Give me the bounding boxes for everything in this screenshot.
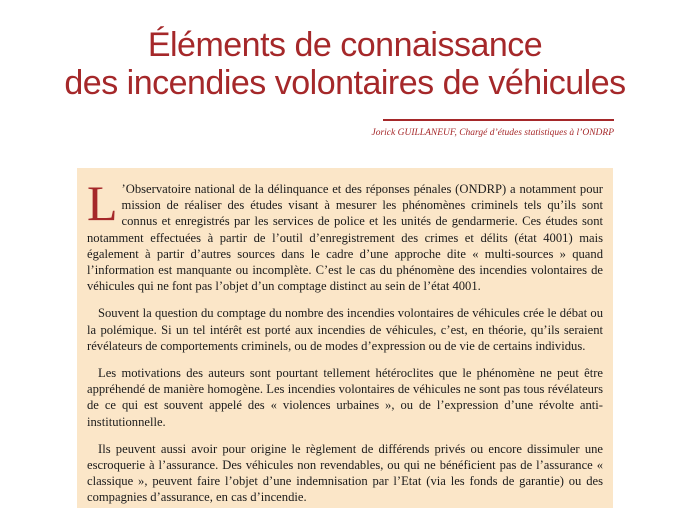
- page-title: [0, 26, 690, 102]
- title-line-2: des incendies volontaires de véhicules: [64, 64, 626, 102]
- drop-cap: L: [87, 175, 118, 231]
- paragraph-1: [87, 175, 603, 294]
- paragraph-1-text: ’Observatoire national de la délinquance et des réponses pénales (ONDRP) a notamment pour mission de réaliser des études visant à mesurer les phénomènes criminels tels qu’ils sont connus et enregistrés par les services de police et les unités de gendarmerie. Ces études sont notamment effectuées à partir de l’outil d’enregistrement des crimes et délits (état 4001) mais également à partir d’autres sources dans le cadre d’une approche dite « multi-sources » quand l’information est manquante ou incomplète. C’est le cas du phénomène des incendies volontaires de véhicules qui ne font pas l’objet d’un comptage distinct au sein de l’état 4001.: [87, 182, 603, 294]
- paragraph-2: Souvent la question du comptage du nombre des incendies volontaires de véhicules crée le débat ou la polémique. Si un tel intérêt est porté aux incendies de véhicules, c’est, en théorie, qu’ils seraient révélateurs de comportements criminels, ou de modes d’expression ou de vie de certains individus.: [87, 306, 603, 353]
- article-body: [87, 175, 603, 517]
- author-byline: Jorick GUILLANEUF, Chargé d’études statistiques à l’ONDRP: [371, 128, 614, 138]
- title-divider: [383, 119, 614, 121]
- title-line-1: Éléments de connaissance: [147, 26, 543, 64]
- paragraph-3: Les motivations des auteurs sont pourtant tellement hétéroclites que le phénomène ne peut être appréhendé de manière homogène. Les incendies volontaires de véhicules ne sont pas tous révélateurs de ce qui est souvent appelé des « violences urbaines », ou de l’expression d’une révolte anti-institutionnelle.: [87, 366, 603, 429]
- paragraph-4: Ils peuvent aussi avoir pour origine le règlement de différends privés ou encore dissimuler une escroquerie à l’assurance. Des véhicules non revendables, ou qui ne bénéficient pas de l’assurance « classique », peuvent faire l’objet d’une indemnisation par l’Etat (via les fonds de garantie) ou des compagnies d’assurance, en cas d’incendie.: [87, 441, 603, 505]
